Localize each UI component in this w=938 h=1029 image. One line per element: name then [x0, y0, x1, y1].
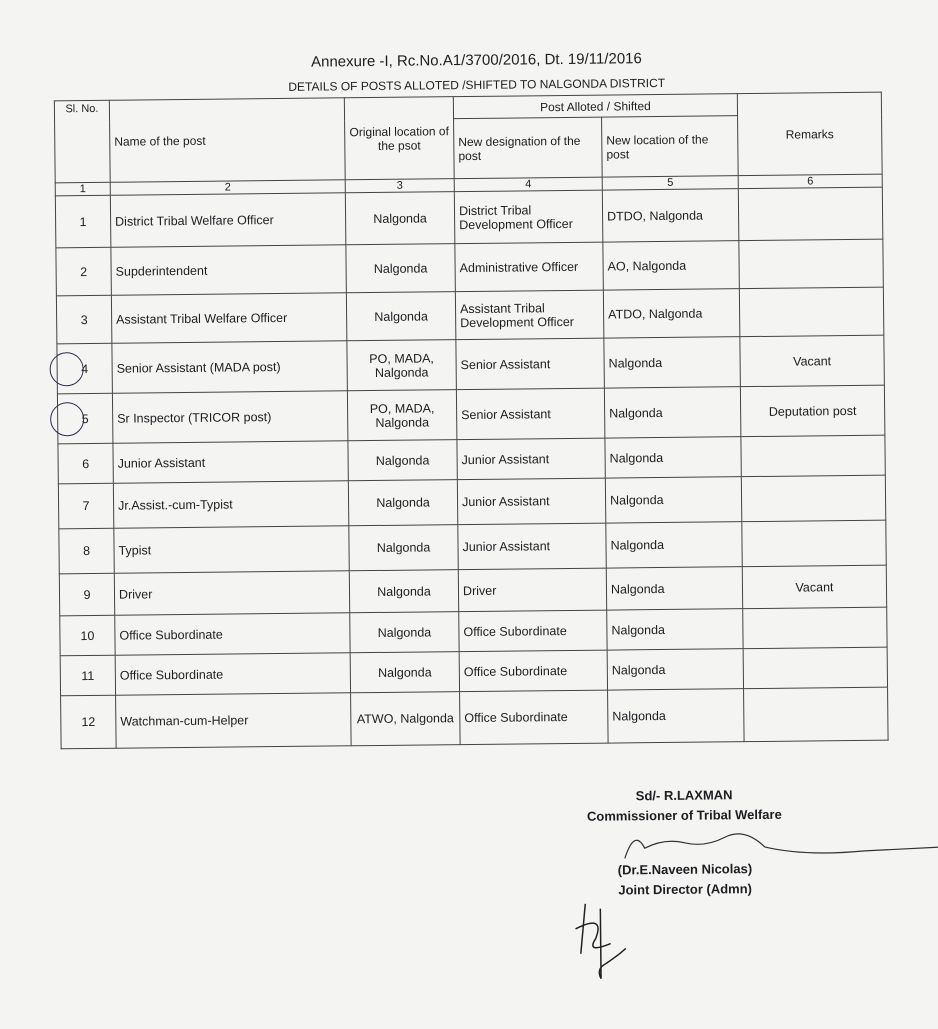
- new-designation: Assistant Tribal Development Officer: [459, 300, 574, 330]
- original-location: ATWO, Nalgonda: [356, 711, 454, 727]
- original-location-cell: [350, 612, 459, 653]
- header-original-location: Original location of the psot: [344, 97, 454, 180]
- header-post-alloted: Post Alloted / Shifted: [453, 94, 737, 119]
- sl-number: 7: [82, 498, 90, 514]
- original-location: PO, MADA, Nalgonda: [369, 400, 435, 430]
- post-name-cell: [114, 571, 349, 615]
- hand-drawn-circle: [49, 352, 83, 386]
- sl-number-cell: [57, 343, 113, 394]
- table-body: [55, 174, 888, 749]
- original-location-cell: [349, 570, 458, 613]
- new-designation: Office Subordinate: [463, 623, 567, 639]
- original-location: Nalgonda: [378, 664, 432, 680]
- remarks-cell: [739, 239, 883, 289]
- post-name-cell: [114, 526, 349, 573]
- original-location-cell: [348, 480, 457, 526]
- original-location: Nalgonda: [376, 540, 431, 555]
- col-number: 4: [454, 177, 602, 192]
- original-location-cell: [351, 692, 461, 746]
- sl-number: 6: [82, 456, 90, 471]
- sl-number-cell: [58, 483, 113, 529]
- post-name-cell: [113, 481, 348, 528]
- new-designation-cell: [454, 190, 603, 244]
- remarks-cell: [742, 520, 886, 567]
- col-number: 5: [602, 176, 738, 190]
- new-location-cell: [604, 337, 741, 388]
- handwritten-signature: [604, 815, 938, 879]
- annexure-title: Annexure -I, Rc.No.A1/3700/2016, Dt. 19/11/2016: [310, 50, 642, 71]
- sl-number: 1: [79, 214, 87, 229]
- new-location-cell: [606, 522, 742, 568]
- post-name-cell: [112, 391, 348, 443]
- initials-signature: [565, 893, 636, 984]
- table-row: [61, 687, 889, 749]
- post-name: Junior Assistant: [117, 455, 206, 471]
- new-designation: Office Subordinate: [464, 709, 568, 726]
- remarks-cell: [743, 647, 887, 689]
- post-name: Driver: [118, 586, 153, 602]
- original-location-cell: [347, 390, 457, 441]
- remarks-cell: [743, 607, 887, 649]
- new-location-cell: [608, 689, 745, 743]
- new-location: ATDO, Nalgonda: [608, 306, 703, 322]
- sl-number-cell: [56, 247, 111, 296]
- new-designation: Senior Assistant: [461, 406, 551, 422]
- post-name-cell: [112, 341, 348, 393]
- new-location-cell: [607, 609, 743, 650]
- header-new-designation: New designation of the post: [454, 117, 603, 179]
- remarks-cell: [744, 687, 889, 742]
- post-name: Jr.Assist.-cum-Typist: [118, 497, 233, 513]
- post-name-cell: [115, 613, 350, 655]
- original-location-cell: [346, 292, 455, 341]
- new-location-cell: [606, 567, 742, 610]
- new-designation: Junior Assistant: [461, 451, 550, 467]
- sl-number-cell: [57, 393, 113, 444]
- post-name-cell: [113, 441, 348, 483]
- sl-number: 11: [81, 668, 95, 683]
- new-designation: Junior Assistant: [461, 494, 550, 510]
- remarks: Vacant: [795, 579, 834, 595]
- new-designation-cell: [455, 242, 603, 292]
- new-designation-cell: [456, 338, 605, 390]
- new-designation-cell: [458, 523, 606, 570]
- post-name: Office Subordinate: [119, 667, 224, 683]
- post-name: Office Subordinate: [119, 627, 223, 643]
- new-designation: District Tribal Development Officer: [458, 202, 573, 232]
- table-row: [55, 187, 882, 248]
- original-location: Nalgonda: [373, 260, 428, 276]
- sl-number-cell: [61, 695, 117, 749]
- post-name-cell: [110, 193, 346, 247]
- new-designation-cell: [455, 290, 603, 340]
- post-name-cell: [116, 693, 352, 748]
- sl-number-cell: [56, 295, 111, 344]
- new-designation-cell: [459, 650, 607, 692]
- new-designation: Office Subordinate: [463, 663, 568, 679]
- post-name: Supderintendent: [115, 263, 208, 279]
- new-location: Nalgonda: [609, 492, 664, 508]
- new-location: Nalgonda: [608, 355, 663, 371]
- new-location-cell: [602, 189, 739, 242]
- signatory-title: Commissioner of Tribal Welfare: [586, 806, 782, 824]
- original-location: Nalgonda: [374, 308, 428, 324]
- original-location: Nalgonda: [377, 583, 431, 599]
- post-name-cell: [111, 293, 346, 343]
- original-location: Nalgonda: [376, 495, 430, 510]
- table-row: [57, 385, 884, 444]
- hand-drawn-circle: [50, 402, 84, 436]
- post-name: Sr Inspector (TRICOR post): [117, 409, 272, 426]
- remarks: Deputation post: [768, 403, 857, 419]
- remarks-cell: [739, 287, 883, 337]
- sl-number: 9: [83, 587, 91, 602]
- remarks-cell: [741, 435, 885, 477]
- col-number: 3: [345, 179, 454, 193]
- header-remarks: Remarks: [737, 92, 882, 176]
- post-name-cell: [115, 653, 350, 695]
- new-location: Nalgonda: [611, 662, 666, 678]
- new-designation-cell: [458, 568, 606, 612]
- col-number: 2: [110, 180, 345, 195]
- sl-number: 4: [81, 361, 89, 376]
- post-name: District Tribal Welfare Officer: [115, 212, 274, 229]
- posts-table: [54, 92, 889, 750]
- new-designation-cell: [456, 388, 605, 440]
- header-sl-no: Sl. No.: [54, 100, 110, 183]
- new-location: Nalgonda: [609, 450, 664, 466]
- remarks-cell: [742, 565, 886, 609]
- remarks-cell: [740, 385, 885, 437]
- remarks: Vacant: [793, 353, 832, 369]
- remarks-cell: [738, 187, 883, 241]
- new-designation: Driver: [462, 583, 497, 598]
- sl-number-cell: [59, 528, 114, 574]
- new-location-cell: [603, 241, 739, 290]
- new-designation: Junior Assistant: [462, 539, 551, 555]
- original-location: Nalgonda: [373, 210, 427, 226]
- new-location: Nalgonda: [609, 405, 663, 421]
- original-location-cell: [350, 652, 459, 693]
- sl-number: 2: [80, 264, 88, 279]
- signatory-name: Sd/- R.LAXMAN: [635, 787, 733, 804]
- sl-number: 12: [81, 714, 96, 730]
- post-name: Watchman-cum-Helper: [120, 713, 249, 729]
- table-row: [57, 335, 884, 394]
- new-designation-cell: [457, 438, 605, 480]
- new-location: Nalgonda: [610, 581, 665, 597]
- original-location: PO, MADA, Nalgonda: [369, 350, 434, 380]
- table-row: [56, 239, 883, 296]
- document-subtitle: DETAILS OF POSTS ALLOTED /SHIFTED TO NALGONDA DISTRICT: [288, 75, 666, 94]
- col-number: 6: [738, 174, 882, 189]
- table-row: [56, 287, 883, 344]
- new-designation: Administrative Officer: [459, 259, 579, 275]
- new-designation-cell: [457, 478, 605, 525]
- new-location: DTDO, Nalgonda: [607, 208, 704, 224]
- new-location: AO, Nalgonda: [607, 258, 687, 274]
- original-location: Nalgonda: [375, 452, 430, 468]
- new-location: Nalgonda: [611, 622, 666, 638]
- post-name: Assistant Tribal Welfare Officer: [116, 310, 288, 327]
- remarks-cell: [740, 335, 885, 387]
- new-location: Nalgonda: [612, 708, 666, 724]
- sl-number: 5: [81, 411, 89, 426]
- new-location-cell: [604, 387, 741, 438]
- attesting-officer-title: Joint Director (Admn): [618, 881, 753, 898]
- sl-number-cell: [60, 615, 115, 656]
- post-name: Typist: [118, 543, 152, 558]
- col-number: 1: [55, 182, 110, 196]
- original-location-cell: [348, 440, 457, 481]
- header-name: Name of the post: [109, 98, 345, 182]
- original-location-cell: [349, 525, 458, 571]
- original-location-cell: [345, 192, 455, 245]
- original-location-cell: [347, 340, 457, 391]
- sl-number-cell: [55, 195, 111, 248]
- new-designation-cell: [459, 610, 607, 652]
- header-new-location: New location of the post: [602, 116, 739, 177]
- post-name-cell: [111, 245, 346, 295]
- sl-number: 8: [83, 543, 91, 559]
- sl-number-cell: [58, 443, 113, 484]
- new-location-cell: [605, 477, 741, 523]
- post-name: Senior Assistant (MADA post): [116, 359, 281, 376]
- sl-number-cell: [60, 655, 115, 696]
- new-location-cell: [607, 649, 743, 690]
- remarks-cell: [741, 475, 885, 522]
- sl-number-cell: [59, 573, 114, 616]
- new-designation: Senior Assistant: [460, 356, 551, 372]
- sl-number: 3: [80, 312, 88, 327]
- new-location: Nalgonda: [610, 537, 665, 553]
- original-location-cell: [346, 244, 455, 293]
- new-location-cell: [603, 289, 739, 338]
- new-designation-cell: [460, 690, 609, 745]
- new-location-cell: [605, 437, 741, 478]
- sl-number: 10: [80, 628, 95, 643]
- attesting-officer-name: (Dr.E.Naveen Nicolas): [617, 861, 753, 878]
- original-location: Nalgonda: [377, 624, 432, 640]
